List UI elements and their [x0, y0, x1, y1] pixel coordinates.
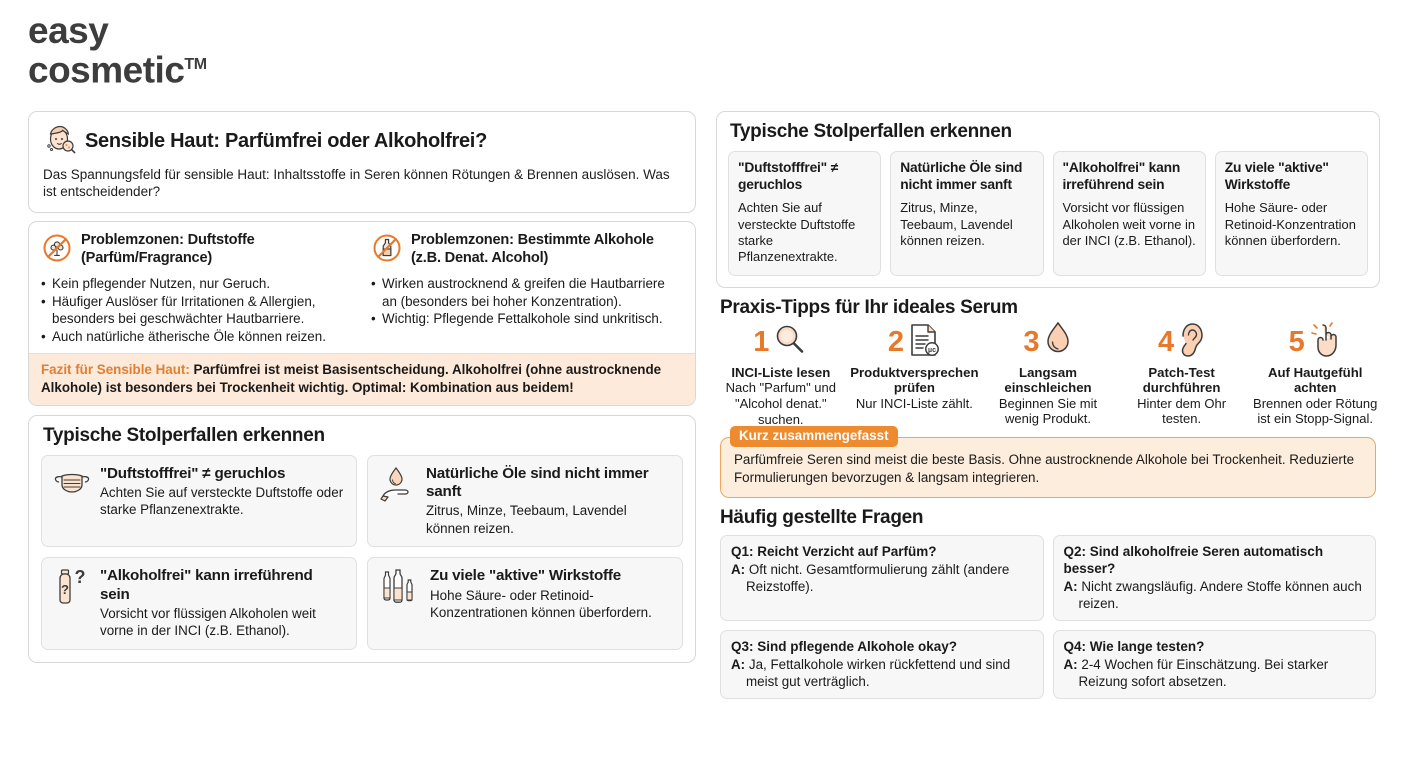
bullet-item: • Häufiger Auslöser für Irritationen & Allergien, besonders bei geschwächter Hautbarriere. [41, 293, 353, 328]
fazit-body: Parfümfrei ist meist Basisentscheidung. Alkoholfrei (ohne austrocknende Alkohole) ist besonders bei Trockenheit wichtig. Optimal: Kombination aus beidem! [41, 362, 662, 395]
faq-grid [720, 535, 1376, 699]
tip-step [1117, 323, 1247, 427]
tip-desc: Hinter dem Ohr testen. [1137, 395, 1227, 427]
pitfall-card-row [379, 567, 671, 621]
pitfall-mini-title: Natürliche Öle sind nicht immer sanft [900, 160, 1023, 192]
fazit-label: Fazit für Sensible Haut: [41, 362, 190, 378]
pitfall-card[interactable] [367, 455, 683, 548]
three-bottles-icon [379, 567, 421, 612]
tips-grid [716, 323, 1380, 427]
pitfall-card-desc: Achten Sie auf versteckte Duftstoffe oder starke Pflanzenextrakte. [100, 484, 344, 518]
faq-answer [1064, 656, 1366, 690]
summary-badge: Kurz zusammengefasst [730, 426, 898, 446]
pitfall-card-body [100, 567, 345, 640]
hero-header [43, 122, 681, 161]
tip-icon-row [1117, 323, 1247, 363]
tip-desc: Beginnen Sie mit wenig Produkt. [998, 395, 1098, 427]
hero-subtitle: Das Spannungsfeld für sensible Haut: Inhaltsstoffe in Seren können Rötungen & Brennen auslösen. Was ist entscheidender? [43, 167, 670, 199]
face-mask-icon [53, 465, 91, 504]
tip-number: 2 [887, 326, 904, 359]
fazit-callout [29, 353, 695, 404]
faq-answer-text: Ja, Fettalkohole wirken rückfettend und sind meist gut verträglich. [746, 657, 1011, 690]
problem-zone-alcohol [371, 232, 683, 345]
faq-answer [731, 656, 1033, 690]
fazit-text [41, 361, 683, 396]
svg-text:µc: µc [927, 347, 936, 355]
faq-question: Q4: Wie lange testen? [1063, 639, 1205, 655]
pitfalls-heading-right: Typische Stolperfallen erkennen [730, 121, 1012, 142]
faq-answer [1064, 578, 1366, 612]
problem-zone-header [371, 232, 683, 269]
tip-step [1250, 323, 1380, 427]
tips-heading: Praxis-Tipps für Ihr ideales Serum [720, 296, 1018, 318]
pitfall-card-title: Natürliche Öle sind nicht immer sanft [426, 464, 649, 500]
pitfall-mini-title: "Alkoholfrei" kann irreführend sein [1062, 160, 1181, 192]
pitfalls-panel-left [28, 415, 696, 663]
pitfall-card-body [426, 465, 671, 538]
problem-zones-panel [28, 221, 696, 406]
brand-logo [28, 10, 207, 91]
pitfalls-mini-grid [728, 151, 1368, 276]
tip-number: 4 [1158, 326, 1175, 359]
faq-answer-text: Nicht zwangsläufig. Andere Stoffe können auch reizen. [1078, 579, 1362, 612]
tip-number: 1 [753, 326, 770, 359]
pitfall-mini-card[interactable] [1215, 151, 1368, 276]
pitfalls-card-grid [41, 455, 683, 650]
face-skincare-icon [43, 122, 77, 161]
pitfall-card[interactable] [41, 455, 357, 548]
right-column [716, 111, 1380, 699]
faq-card[interactable] [720, 630, 1044, 699]
tip-step [716, 323, 846, 427]
tip-title: Produktversprechen prüfen [850, 364, 979, 396]
pitfall-mini-desc: Vorsicht vor flüssigen Alkoholen weit vorne in der INCI (z.B. Ethanol). [1062, 200, 1196, 248]
faq-answer-prefix: A: [1063, 579, 1078, 595]
problem-zone-bullets [371, 275, 683, 328]
tip-icon-row [850, 323, 980, 363]
brand-line-2-text: cosmetic [28, 49, 185, 91]
bullet-item: • Kein pflegender Nutzen, nur Geruch. [41, 275, 353, 293]
pitfall-card-row [379, 465, 671, 538]
pitfall-mini-card[interactable] [890, 151, 1043, 276]
faq-answer-text: Oft nicht. Gesamtformulierung zählt (andere Reizstoffe). [746, 562, 1010, 595]
tip-desc: Nach "Parfum" und "Alcohol denat." suchen. [725, 380, 836, 427]
faq-question: Q3: Sind pflegende Alkohole okay? [731, 639, 958, 655]
tip-number: 5 [1288, 326, 1305, 359]
faq-question: Q2: Sind alkoholfreie Seren automatisch besser? [1063, 544, 1324, 577]
pitfall-card-title: Zu viele "aktive" Wirkstoffe [430, 567, 621, 585]
pitfall-mini-card[interactable] [728, 151, 881, 276]
problem-zone-bullets [41, 275, 353, 345]
tip-icon-row [1250, 323, 1380, 363]
pitfall-card-title: "Alkoholfrei" kann irreführend sein [100, 567, 313, 603]
no-alcohol-bottle-icon [371, 232, 403, 269]
tip-title: Auf Hautgefühl achten [1267, 364, 1363, 396]
pitfall-card-row [53, 567, 345, 640]
droplet-icon [1043, 321, 1073, 364]
faq-question: Q1: Reicht Verzicht auf Parfüm? [731, 544, 937, 560]
tip-title: Patch-Test durchführen [1142, 364, 1221, 396]
pitfall-mini-card[interactable] [1053, 151, 1206, 276]
pitfall-card-row [53, 465, 345, 519]
faq-card[interactable] [1053, 535, 1377, 621]
pitfall-mini-title: "Duftstofffrei" ≠ geruchlos [738, 160, 839, 192]
svg-text:?: ? [61, 582, 69, 598]
bullet-item: • Wichtig: Pflegende Fettalkohole sind unkritisch. [371, 310, 683, 328]
pitfall-card-desc: Hohe Säure- oder Retinoid-Konzentrationen können überfordern. [430, 587, 652, 620]
tip-desc: Brennen oder Rötung ist ein Stopp-Signal. [1253, 395, 1378, 427]
tip-step [983, 323, 1113, 427]
hero-title: Sensible Haut: Parfümfrei oder Alkoholfrei? [85, 130, 487, 152]
magnifier-icon [772, 322, 808, 363]
faq-answer-prefix: A: [731, 657, 746, 673]
faq-answer [731, 561, 1033, 595]
svg-text:?: ? [74, 567, 86, 588]
pitfall-mini-desc: Zitrus, Minze, Teebaum, Lavendel können reizen. [900, 200, 1013, 248]
hero-panel [28, 111, 696, 213]
problem-zones-grid [41, 232, 683, 345]
faq-answer-prefix: A: [1063, 657, 1078, 673]
tip-number: 3 [1023, 326, 1040, 359]
pitfall-card-title: "Duftstofffrei" ≠ geruchlos [100, 464, 286, 482]
summary-callout [720, 428, 1376, 498]
summary-text: Parfümfreie Seren sind meist die beste Basis. Ohne austrocknende Alkohole bei Trockenheit. Reduzierte Formulierungen bevorzugen & langsam integrieren. [734, 452, 1355, 486]
pitfall-card-desc: Zitrus, Minze, Teebaum, Lavendel können reizen. [426, 503, 627, 536]
pitfall-card[interactable] [367, 557, 683, 650]
faq-card[interactable] [720, 535, 1044, 621]
tip-step [850, 323, 980, 427]
faq-answer-text: 2-4 Wochen für Einschätzung. Bei starker Reizung sofort absetzen. [1078, 657, 1329, 690]
faq-heading: Häufig gestellte Fragen [720, 507, 924, 529]
tip-icon-row [983, 323, 1113, 363]
bullet-item: • Auch natürliche ätherische Öle können reizen. [41, 328, 353, 346]
pitfall-mini-desc: Achten Sie auf versteckte Duftstoffe starke Pflanzenextrakte. [738, 200, 856, 265]
ear-icon [1177, 321, 1205, 364]
pitfall-mini-title: Zu viele "aktive" Wirkstoffe [1224, 160, 1329, 192]
left-column [28, 111, 696, 663]
problem-zone-title: Problemzonen: Bestimmte Alkohole (z.B. Denat. Alcohol) [411, 232, 654, 266]
tip-title: Langsam einschleichen [1004, 364, 1092, 396]
pitfalls-heading: Typische Stolperfallen erkennen [43, 424, 325, 446]
faq-answer-prefix: A: [731, 562, 746, 578]
problem-zone-fragrance [41, 232, 353, 345]
problem-zone-header [41, 232, 353, 269]
pitfall-card-body [430, 567, 671, 621]
pitfall-card-desc: Vorsicht vor flüssigen Alkoholen weit vorne in der INCI (z.B. Ethanol). [100, 606, 316, 639]
brand-line-2 [28, 48, 207, 91]
tip-desc: Nur INCI-Liste zählt. [855, 395, 973, 411]
bullet-item: • Wirken austrocknend & greifen die Hautbarriere an (besonders bei hoher Konzentration). [371, 275, 683, 310]
brand-line-1: easy [28, 10, 109, 51]
tip-title: INCI-Liste lesen [731, 364, 831, 380]
problem-zone-title: Problemzonen: Duftstoffe (Parfüm/Fragrance) [81, 232, 255, 266]
pitfall-card[interactable] [41, 557, 357, 650]
tip-icon-row [716, 323, 846, 363]
pitfalls-panel-right [716, 111, 1380, 288]
trademark-mark: TM [184, 56, 207, 73]
bottle-question-icon [53, 567, 91, 614]
no-fragrance-icon [41, 232, 73, 269]
tapping-hand-icon [1308, 321, 1342, 364]
oil-drop-hand-icon [379, 465, 417, 508]
pitfall-card-body [100, 465, 345, 519]
faq-card[interactable] [1053, 630, 1377, 699]
pitfall-mini-desc: Hohe Säure- oder Retinoid-Konzentration können überfordern. [1224, 200, 1356, 248]
document-badge-icon [907, 322, 941, 363]
